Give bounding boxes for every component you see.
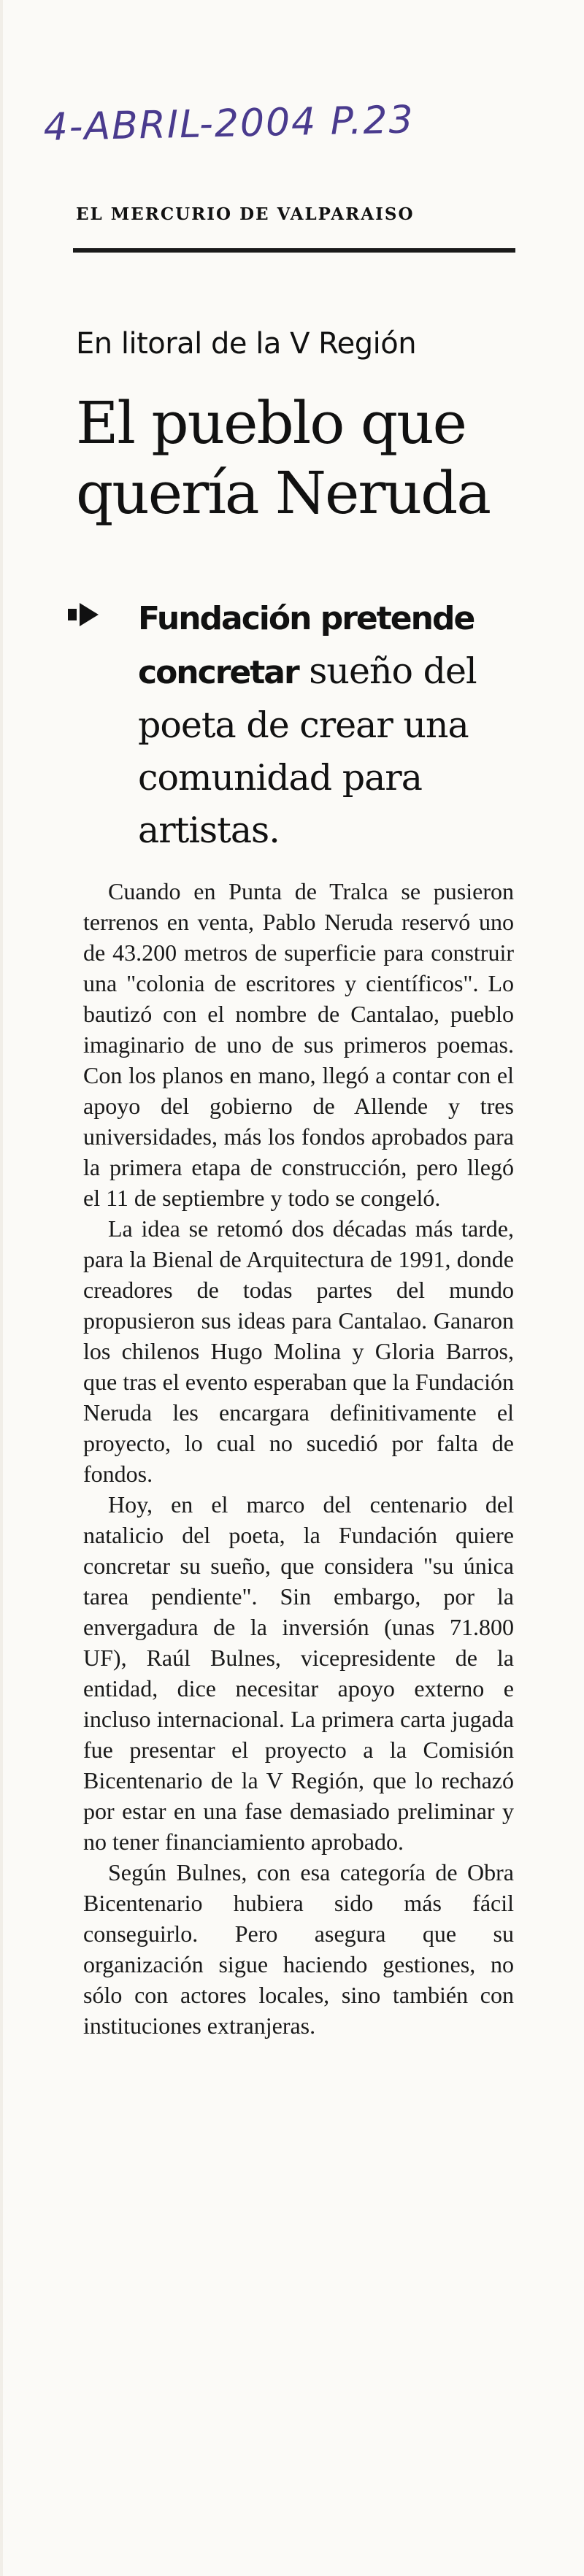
article-kicker: En litoral de la V Región bbox=[76, 327, 417, 361]
article-paragraph: Hoy, en el marco del centenario del natalicio del poeta, la Fundación quiere concretar su sueño, que considera "su única tarea pendiente". Sin embargo, por la envergadura de la inversión (unas 71.800 UF), Raúl Bulnes, vicepresidente de la entidad, dice necesitar apoyo externo e incluso internacional. La primera carta jugada fue presentar el proyecto a la Comisión Bicentenario de la V Región, que lo rechazó por estar en una fase demasiado preliminar y no tener financiamiento aprobado. bbox=[83, 1491, 514, 1855]
arrow-bullet-icon bbox=[80, 603, 99, 626]
deck-lead-text: Fundación pretende concretar bbox=[138, 600, 474, 691]
deck-rest-text: sueño del poeta de crear una comunidad para artistas. bbox=[138, 650, 477, 851]
article-headline: El pueblo que quería Neruda bbox=[76, 389, 491, 527]
article-paragraph: Según Bulnes, con esa categoría de Obra Bicentenario hubiera sido más fácil conseguirlo. Pero asegura que su organización sigue haciendo gestiones, no sólo con actores locales, sino también con instituciones extranjeras. bbox=[83, 1859, 514, 2039]
article-deck bbox=[138, 591, 518, 857]
article-body bbox=[83, 876, 514, 2041]
masthead-divider bbox=[73, 248, 515, 253]
handwritten-date-note: 4-ABRIL-2004 P.23 bbox=[43, 98, 415, 150]
article-paragraph: Cuando en Punta de Tralca se pusieron terrenos en venta, Pablo Neruda reservó uno de 43.200 metros de superficie para construir una "colonia de escritores y científicos". Lo bautizó con el nombre de Cantalao, pueblo imaginario de uno de sus primeros poemas. Con los planos en mano, llegó a contar con el apoyo del gobierno de Allende y tres universidades, más los fondos aprobados para la primera etapa de construcción, pero llegó el 11 de septiembre y todo se congeló. bbox=[83, 878, 514, 1211]
newspaper-masthead: EL MERCURIO DE VALPARAISO bbox=[76, 204, 415, 224]
article-paragraph: La idea se retomó dos décadas más tarde, para la Bienal de Arquitectura de 1991, donde creadores de todas partes del mundo propusieron sus ideas para Cantalao. Ganaron los chilenos Hugo Molina y Gloria Barros, que tras el evento esperaban que la Fundación Neruda les encargara definitivamente el proyecto, lo cual no sucedió por falta de fondos. bbox=[83, 1215, 514, 1487]
